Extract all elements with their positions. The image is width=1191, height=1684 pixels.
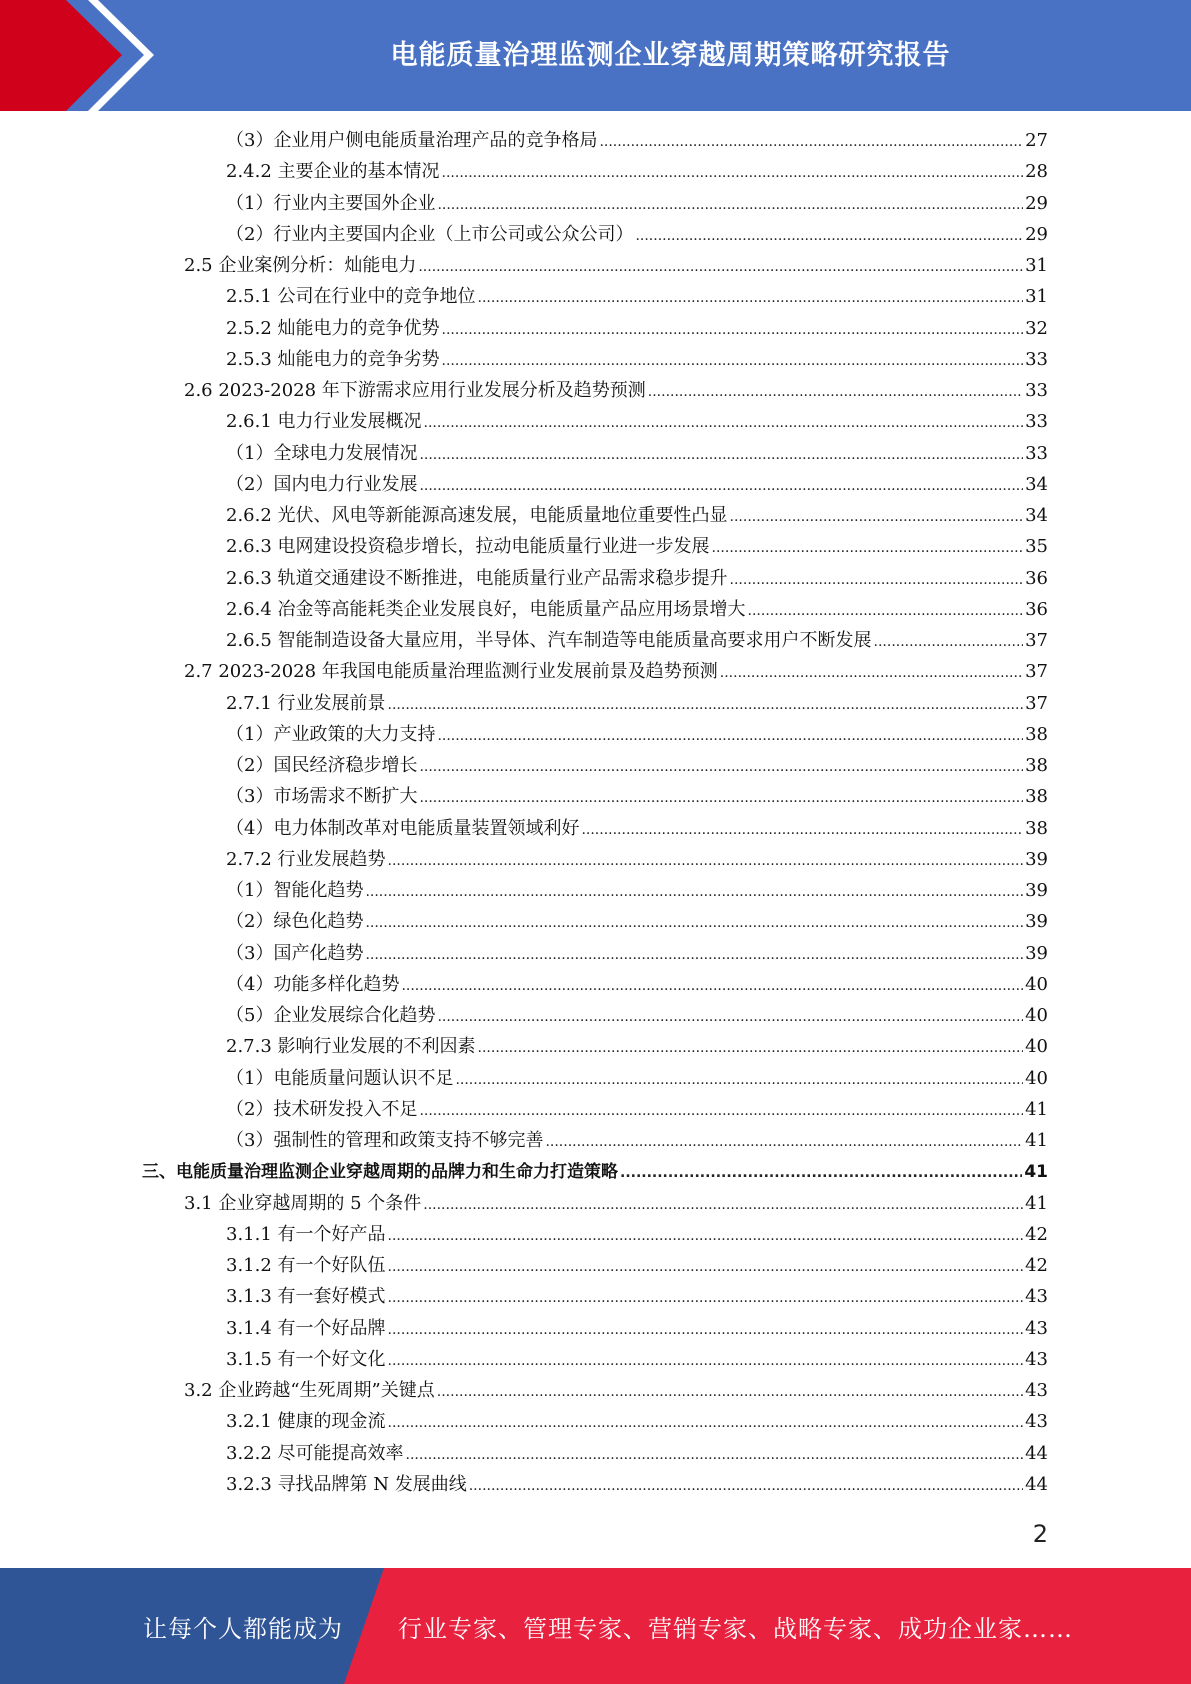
toc-leader-dots bbox=[388, 1322, 1024, 1338]
toc-entry-page: 43 bbox=[1025, 1380, 1048, 1401]
toc-entry-label: 2.7 2023-2028 年我国电能质量治理监测行业发展前景及趋势预测 bbox=[184, 661, 718, 683]
toc-entry-label: 2.6.3 轨道交通建设不断推进，电能质量行业产品需求稳步提升 bbox=[226, 567, 728, 589]
toc-leader-dots bbox=[365, 884, 1023, 900]
toc-entry-page: 39 bbox=[1025, 911, 1048, 933]
toc-entry-label: 2.7.1 行业发展前景 bbox=[226, 692, 386, 714]
toc-entry-label: 3.1.2 有一个好队伍 bbox=[226, 1255, 386, 1276]
toc-leader-dots bbox=[365, 915, 1023, 931]
toc-entry-label: 2.5.1 公司在行业中的竞争地位 bbox=[226, 286, 476, 308]
toc-entry-page: 38 bbox=[1025, 786, 1048, 808]
toc-entry-label: （3）强制性的管理和政策支持不够完善 bbox=[226, 1130, 544, 1151]
toc-entry-page: 31 bbox=[1025, 255, 1048, 276]
toc-leader-dots bbox=[712, 540, 1024, 556]
toc-entry-page: 39 bbox=[1025, 880, 1048, 901]
toc-entry[interactable] bbox=[226, 689, 1048, 720]
toc-leader-dots bbox=[442, 353, 1024, 369]
toc-entry-label: （5）企业发展综合化趋势 bbox=[226, 1005, 436, 1026]
toc-entry[interactable] bbox=[226, 1064, 1048, 1095]
toc-entry-label: （2）绿色化趋势 bbox=[226, 911, 364, 933]
toc-entry[interactable] bbox=[226, 1032, 1048, 1063]
footer-slogan-right: 行业专家、管理专家、营销专家、战略专家、成功企业家…… bbox=[398, 1614, 1073, 1643]
toc-entry-page: 41 bbox=[1024, 1162, 1048, 1183]
toc-leader-dots bbox=[419, 478, 1023, 494]
toc-leader-dots bbox=[620, 1165, 1022, 1181]
toc-entry-label: （3）市场需求不断扩大 bbox=[226, 786, 418, 808]
toc-entry-page: 44 bbox=[1025, 1442, 1048, 1464]
toc-leader-dots bbox=[423, 1197, 1023, 1213]
toc-entry-page: 41 bbox=[1025, 1098, 1048, 1120]
toc-entry-page: 43 bbox=[1025, 1286, 1048, 1308]
toc-entry[interactable] bbox=[226, 1095, 1048, 1126]
toc-leader-dots bbox=[437, 1009, 1023, 1025]
toc-entry[interactable] bbox=[184, 376, 1048, 407]
toc-entry-page: 37 bbox=[1025, 630, 1048, 651]
toc-leader-dots bbox=[388, 1290, 1024, 1306]
toc-leader-dots bbox=[419, 759, 1023, 775]
toc-entry[interactable] bbox=[226, 595, 1048, 626]
toc-entry[interactable] bbox=[142, 1157, 1048, 1188]
toc-entry-label: 2.6.3 电网建设投资稳步增长，拉动电能质量行业进一步发展 bbox=[226, 536, 710, 558]
toc-leader-dots bbox=[418, 259, 1023, 275]
toc-entry-page: 28 bbox=[1025, 161, 1048, 183]
toc-entry-page: 31 bbox=[1025, 286, 1048, 308]
toc-entry[interactable] bbox=[226, 939, 1048, 970]
toc-leader-dots bbox=[748, 603, 1024, 619]
toc-entry-label: （1）智能化趋势 bbox=[226, 880, 364, 901]
toc-entry-page: 37 bbox=[1025, 692, 1048, 714]
toc-entry-page: 41 bbox=[1025, 1192, 1048, 1214]
toc-entry-page: 44 bbox=[1025, 1473, 1048, 1495]
toc-entry-label: 3.1 企业穿越周期的 5 个条件 bbox=[184, 1192, 422, 1214]
toc-leader-dots bbox=[730, 509, 1024, 525]
toc-entry[interactable] bbox=[226, 189, 1048, 220]
toc-entry[interactable] bbox=[226, 1282, 1048, 1313]
toc-leader-dots bbox=[730, 572, 1024, 588]
toc-entry-page: 42 bbox=[1025, 1255, 1048, 1276]
toc-leader-dots bbox=[437, 197, 1023, 213]
toc-entry-label: 3.1.1 有一个好产品 bbox=[226, 1223, 386, 1245]
toc-leader-dots bbox=[437, 728, 1023, 744]
toc-entry[interactable] bbox=[226, 1251, 1048, 1282]
toc-entry-label: 3.2.2 尽可能提高效率 bbox=[226, 1442, 404, 1464]
toc-entry[interactable] bbox=[226, 1407, 1048, 1438]
toc-entry-page: 42 bbox=[1025, 1223, 1048, 1245]
toc-entry-page: 27 bbox=[1025, 130, 1048, 151]
toc-entry-label: （1）全球电力发展情况 bbox=[226, 442, 418, 464]
toc-entry-label: 2.6 2023-2028 年下游需求应用行业发展分析及趋势预测 bbox=[184, 380, 646, 401]
toc-entry[interactable] bbox=[226, 532, 1048, 563]
toc-entry-label: （1）行业内主要国外企业 bbox=[226, 192, 436, 214]
toc-entry-label: （3）国产化趋势 bbox=[226, 942, 364, 964]
toc-entry-page: 36 bbox=[1025, 567, 1048, 589]
toc-leader-dots bbox=[599, 134, 1023, 150]
toc-leader-dots bbox=[720, 665, 1023, 681]
toc-entry[interactable] bbox=[226, 970, 1048, 1001]
toc-entry[interactable] bbox=[226, 282, 1048, 313]
toc-entry-page: 40 bbox=[1025, 1036, 1048, 1058]
toc-leader-dots bbox=[419, 1103, 1023, 1119]
toc-leader-dots bbox=[388, 1259, 1024, 1275]
toc-entry-label: 3.2 企业跨越“生死周期”关键点 bbox=[184, 1380, 435, 1401]
toc-entry-page: 33 bbox=[1025, 348, 1048, 370]
toc-entry[interactable] bbox=[226, 345, 1048, 376]
toc-entry[interactable] bbox=[226, 1126, 1048, 1157]
toc-entry-label: 3.1.5 有一个好文化 bbox=[226, 1348, 386, 1370]
toc-entry[interactable] bbox=[226, 1470, 1048, 1501]
toc-entry[interactable] bbox=[226, 845, 1048, 876]
toc-leader-dots bbox=[388, 1228, 1024, 1244]
toc-entry-label: 2.5.3 灿能电力的竞争劣势 bbox=[226, 348, 440, 370]
toc-entry-page: 40 bbox=[1025, 1005, 1048, 1026]
toc-entry-page: 40 bbox=[1025, 973, 1048, 995]
toc-entry-page: 33 bbox=[1025, 411, 1048, 433]
toc-entry-label: 三、电能质量治理监测企业穿越周期的品牌力和生命力打造策略 bbox=[142, 1162, 618, 1183]
toc-leader-dots bbox=[365, 947, 1023, 963]
toc-entry-page: 35 bbox=[1025, 536, 1048, 558]
toc-entry-page: 29 bbox=[1025, 192, 1048, 214]
toc-entry[interactable] bbox=[226, 1220, 1048, 1251]
toc-leader-dots bbox=[478, 1040, 1024, 1056]
toc-entry[interactable] bbox=[226, 782, 1048, 813]
toc-leader-dots bbox=[442, 165, 1024, 181]
toc-leader-dots bbox=[388, 1353, 1024, 1369]
toc-entry-label: （4）功能多样化趋势 bbox=[226, 973, 400, 995]
toc-entry[interactable] bbox=[226, 720, 1048, 751]
toc-entry-page: 33 bbox=[1025, 380, 1048, 401]
toc-entry-page: 39 bbox=[1025, 942, 1048, 964]
toc-entry-label: （1）电能质量问题认识不足 bbox=[226, 1067, 454, 1089]
toc-entry[interactable] bbox=[226, 407, 1048, 438]
toc-leader-dots bbox=[388, 697, 1024, 713]
toc-entry-label: 3.1.4 有一个好品牌 bbox=[226, 1317, 386, 1339]
toc-entry[interactable] bbox=[226, 501, 1048, 532]
toc-entry-label: 3.1.3 有一套好模式 bbox=[226, 1286, 386, 1308]
toc-leader-dots bbox=[388, 1415, 1024, 1431]
toc-leader-dots bbox=[388, 853, 1024, 869]
toc-entry-label: （2）技术研发投入不足 bbox=[226, 1098, 418, 1120]
toc-entry-label: （3）企业用户侧电能质量治理产品的竞争格局 bbox=[226, 130, 598, 151]
toc-entry-page: 39 bbox=[1025, 848, 1048, 870]
toc-leader-dots bbox=[424, 415, 1024, 431]
toc-entry[interactable] bbox=[226, 470, 1048, 501]
toc-entry[interactable] bbox=[184, 1376, 1048, 1407]
toc-entry[interactable] bbox=[226, 626, 1048, 657]
toc-entry-label: （2）国内电力行业发展 bbox=[226, 473, 418, 495]
footer-slogan-left: 让每个人都能成为 bbox=[143, 1614, 343, 1643]
page-number: 2 bbox=[1032, 1520, 1048, 1548]
toc-entry-page: 38 bbox=[1025, 817, 1048, 839]
toc-entry-label: 2.7.3 影响行业发展的不利因素 bbox=[226, 1036, 476, 1058]
toc-entry-page: 32 bbox=[1025, 317, 1048, 339]
toc-entry-label: （2）国民经济稳步增长 bbox=[226, 755, 418, 776]
toc-entry[interactable] bbox=[226, 1001, 1048, 1032]
toc-leader-dots bbox=[406, 1447, 1024, 1463]
toc-entry[interactable] bbox=[226, 564, 1048, 595]
toc-entry-label: 2.4.2 主要企业的基本情况 bbox=[226, 161, 440, 183]
toc-leader-dots bbox=[455, 1072, 1023, 1088]
toc-entry-page: 38 bbox=[1025, 755, 1048, 776]
report-title: 电能质量治理监测企业穿越周期策略研究报告 bbox=[390, 39, 951, 71]
toc-leader-dots bbox=[401, 978, 1023, 994]
toc-leader-dots bbox=[545, 1134, 1023, 1150]
toc-entry-page: 37 bbox=[1025, 661, 1048, 683]
toc-entry-label: 2.6.5 智能制造设备大量应用，半导体、汽车制造等电能质量高要求用户不断发展 bbox=[226, 630, 872, 651]
toc-entry-page: 41 bbox=[1025, 1130, 1048, 1151]
toc-entry[interactable] bbox=[226, 1345, 1048, 1376]
toc-entry-page: 29 bbox=[1025, 223, 1048, 245]
toc-entry-page: 43 bbox=[1025, 1317, 1048, 1339]
toc-entry-page: 36 bbox=[1025, 598, 1048, 620]
toc-entry-label: 2.7.2 行业发展趋势 bbox=[226, 848, 386, 870]
toc-entry-label: 2.6.2 光伏、风电等新能源高速发展，电能质量地位重要性凸显 bbox=[226, 505, 728, 526]
toc-entry[interactable] bbox=[226, 1314, 1048, 1345]
toc-leader-dots bbox=[469, 1478, 1023, 1494]
toc-entry[interactable] bbox=[184, 657, 1048, 688]
toc-entry-label: 2.6.4 冶金等高能耗类企业发展良好，电能质量产品应用场景增大 bbox=[226, 598, 746, 620]
toc-entry-page: 34 bbox=[1025, 505, 1048, 526]
page-footer bbox=[0, 1568, 1191, 1684]
toc-entry-label: （4）电力体制改革对电能质量装置领域利好 bbox=[226, 817, 580, 839]
toc-entry[interactable] bbox=[226, 157, 1048, 188]
toc-entry-label: 2.5 企业案例分析：灿能电力 bbox=[184, 255, 417, 276]
toc-entry[interactable] bbox=[226, 126, 1048, 157]
toc-leader-dots bbox=[478, 290, 1024, 306]
toc-entry-label: 2.6.1 电力行业发展概况 bbox=[226, 411, 422, 433]
toc-entry-label: 3.2.3 寻找品牌第 N 发展曲线 bbox=[226, 1473, 467, 1495]
toc-leader-dots bbox=[581, 822, 1023, 838]
toc-entry[interactable] bbox=[226, 1439, 1048, 1470]
toc-entry-page: 33 bbox=[1025, 442, 1048, 464]
toc-leader-dots bbox=[874, 634, 1024, 650]
toc-entry[interactable] bbox=[226, 439, 1048, 470]
toc-leader-dots bbox=[635, 228, 1023, 244]
toc-entry-page: 40 bbox=[1025, 1067, 1048, 1089]
toc-entry[interactable] bbox=[226, 751, 1048, 782]
toc-entry-page: 38 bbox=[1025, 723, 1048, 745]
toc-entry-page: 34 bbox=[1025, 473, 1048, 495]
toc-entry[interactable] bbox=[226, 907, 1048, 938]
toc-entry-page: 43 bbox=[1025, 1411, 1048, 1433]
toc-leader-dots bbox=[442, 322, 1024, 338]
toc-entry[interactable] bbox=[226, 876, 1048, 907]
toc-entry-page: 43 bbox=[1025, 1348, 1048, 1370]
toc-entry-label: （2）行业内主要国内企业（上市公司或公众公司） bbox=[226, 223, 634, 245]
toc-entry-label: 3.2.1 健康的现金流 bbox=[226, 1411, 386, 1433]
toc-leader-dots bbox=[419, 790, 1023, 806]
page-header bbox=[0, 0, 1191, 111]
toc-entry[interactable] bbox=[226, 220, 1048, 251]
toc-entry[interactable] bbox=[184, 251, 1048, 282]
toc-leader-dots bbox=[437, 1384, 1023, 1400]
toc-leader-dots bbox=[648, 384, 1023, 400]
toc-entry[interactable] bbox=[184, 1189, 1048, 1220]
toc-entry-label: （1）产业政策的大力支持 bbox=[226, 723, 436, 745]
toc-leader-dots bbox=[419, 447, 1023, 463]
toc-entry-label: 2.5.2 灿能电力的竞争优势 bbox=[226, 317, 440, 339]
toc-entry[interactable] bbox=[226, 314, 1048, 345]
toc-entry[interactable] bbox=[226, 814, 1048, 845]
